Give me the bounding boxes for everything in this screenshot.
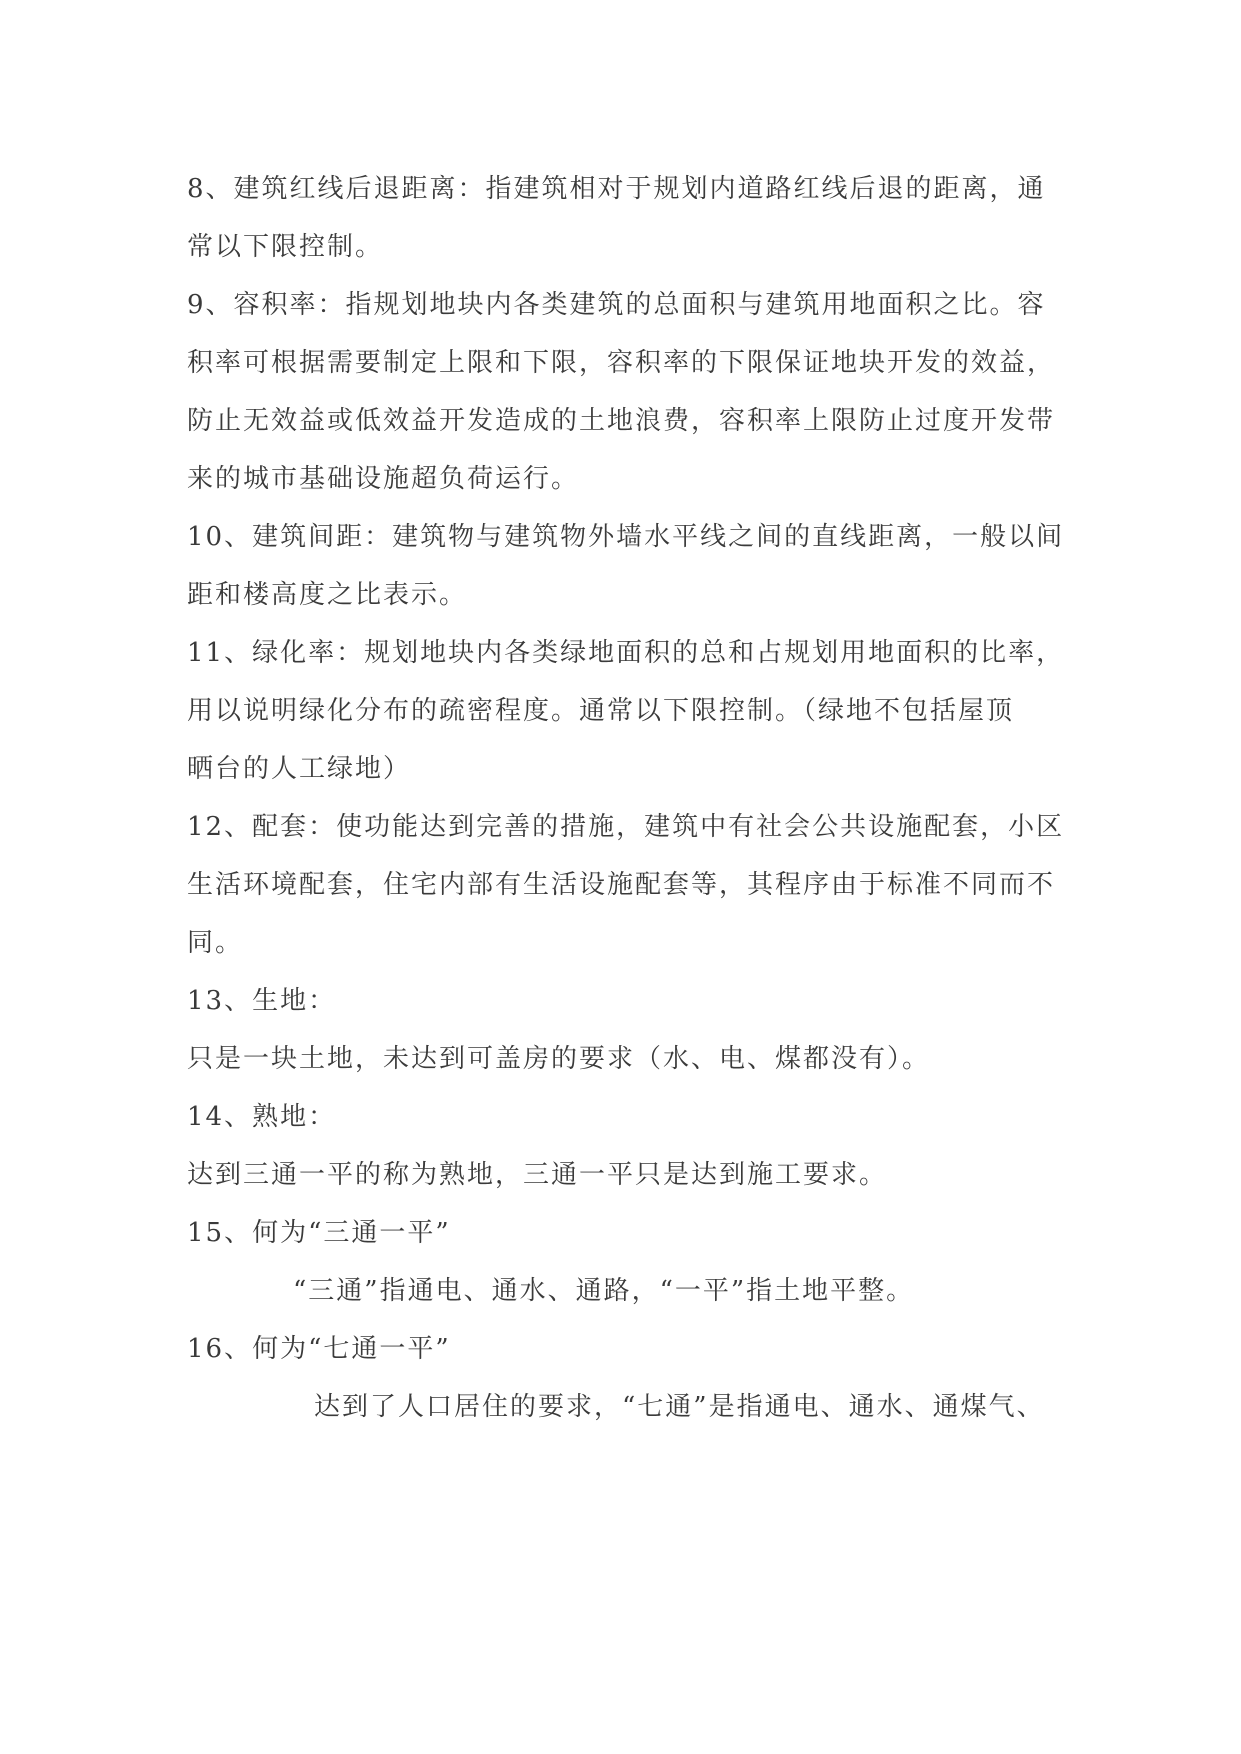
text-line: 只是一块土地，未达到可盖房的要求（水、电、煤都没有）。 bbox=[187, 1044, 931, 1074]
text-line: 10、建筑间距：建筑物与建筑物外墙水平线之间的直线距离，一般以间 bbox=[187, 522, 1065, 552]
text-line: 8、建筑红线后退距离：指建筑相对于规划内道路红线后退的距离，通 bbox=[187, 174, 1046, 204]
text-line: 来的城市基础设施超负荷运行。 bbox=[187, 464, 580, 494]
text-line: 15、何为“三通一平” bbox=[187, 1218, 451, 1248]
text-line: 9、容积率：指规划地块内各类建筑的总面积与建筑用地面积之比。容 bbox=[187, 290, 1046, 320]
text-line: 12、配套：使功能达到完善的措施，建筑中有社会公共设施配套，小区 bbox=[187, 812, 1065, 842]
text-line: 用以说明绿化分布的疏密程度。通常以下限控制。（绿地不包括屋顶 bbox=[187, 696, 1015, 726]
text-line: 积率可根据需要制定上限和下限，容积率的下限保证地块开发的效益， bbox=[187, 348, 1056, 378]
text-line: 达到了人口居住的要求，“七通”是指通电、通水、通煤气、 bbox=[314, 1392, 1045, 1422]
text-line: 同。 bbox=[187, 928, 244, 958]
document-body bbox=[187, 160, 1065, 1436]
text-line: 距和楼高度之比表示。 bbox=[187, 580, 468, 610]
text-line: 13、生地： bbox=[187, 986, 337, 1016]
text-line: 11、绿化率：规划地块内各类绿地面积的总和占规划用地面积的比率， bbox=[187, 638, 1065, 668]
text-line: 16、何为“七通一平” bbox=[187, 1334, 451, 1364]
text-line: 达到三通一平的称为熟地，三通一平只是达到施工要求。 bbox=[187, 1160, 888, 1190]
text-line: 防止无效益或低效益开发造成的土地浪费，容积率上限防止过度开发带 bbox=[187, 406, 1056, 436]
text-line: 14、熟地： bbox=[187, 1102, 337, 1132]
text-line: “三通”指通电、通水、通路，“一平”指土地平整。 bbox=[293, 1276, 915, 1306]
text-line: 常以下限控制。 bbox=[187, 232, 384, 262]
text-line: 晒台的人工绿地） bbox=[187, 754, 412, 784]
text-line: 生活环境配套，住宅内部有生活设施配套等，其程序由于标准不同而不 bbox=[187, 870, 1056, 900]
